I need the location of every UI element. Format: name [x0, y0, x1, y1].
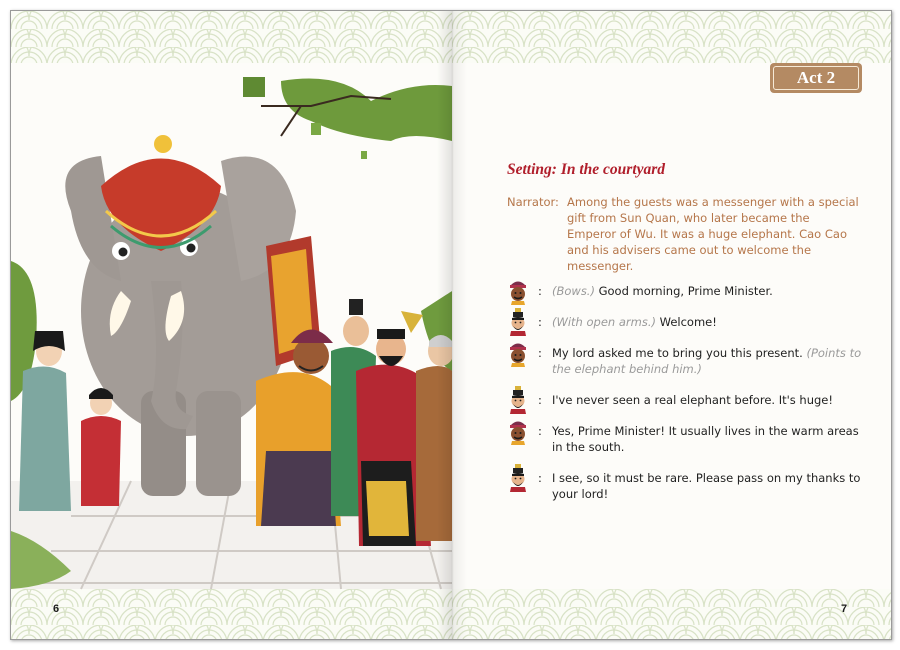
stage-direction: (With open arms.)	[552, 315, 656, 329]
setting-heading: Setting: In the courtyard	[507, 161, 666, 178]
dialogue-text: Yes, Prime Minister! It usually lives in the warm areas in the south.	[552, 424, 859, 454]
act-badge	[770, 63, 862, 93]
page-number-left: 6	[53, 603, 60, 615]
wave-border-bottom	[452, 589, 892, 640]
left-page	[11, 11, 452, 640]
messenger-portrait-icon	[507, 417, 529, 445]
stage-direction: (Bows.)	[552, 284, 595, 298]
cao-cao-portrait-icon	[507, 308, 529, 336]
wave-border-top	[452, 11, 892, 63]
open-book	[10, 10, 892, 640]
dialogue-text: I see, so it must be rare. Please pass on my thanks to your lord!	[552, 471, 861, 501]
stage-direction: (Points to the elephant behind him.)	[552, 346, 862, 376]
cao-cao-portrait-icon	[507, 464, 529, 492]
dialogue-text: (Bows.) Good morning, Prime Minister.	[552, 284, 773, 298]
cao-cao-portrait-icon	[507, 386, 529, 414]
dialogue-text: My lord asked me to bring you this present. (Points to the elephant behind him.)	[552, 346, 862, 376]
right-page: Act 2 Setting: In the courtyard Narrator: Among the guests was a messenger with a special gift from Sun Quan, who later became the Emperor of Wu. It was a huge elephant. Cao Cao and his advisers came out to welcome the messenger. : (Bows.) Good morning, Prime Minister. : (With open arms.) Welcome! : My lord asked me to bring you this present. (Points to the elephant behind him.) : I've never seen a real elephant before. It's huge! : Yes, Prime Minister! It usually lives in the warm areas in the south. : I see, so it must be rare. Please pass on my thanks to your lord! 7	[452, 11, 892, 640]
courtyard-elephant-illustration	[11, 11, 452, 640]
page-number-right: 7	[841, 603, 848, 615]
messenger-portrait-icon	[507, 339, 529, 367]
dialogue-text: I've never seen a real elephant before. It's huge!	[552, 393, 833, 407]
tree-branch	[243, 77, 452, 159]
messenger-portrait-icon	[507, 277, 529, 305]
act-label: Act 2	[796, 68, 836, 87]
narrator-text: Among the guests was a messenger with a special gift from Sun Quan, who later became the Emperor of Wu. It was a huge elephant. Cao Cao and his advisers came out to welcome the messenger.	[567, 195, 859, 273]
narrator-label: Narrator:	[507, 195, 559, 209]
dialogue-text: (With open arms.) Welcome!	[552, 315, 717, 329]
girl	[81, 388, 121, 506]
